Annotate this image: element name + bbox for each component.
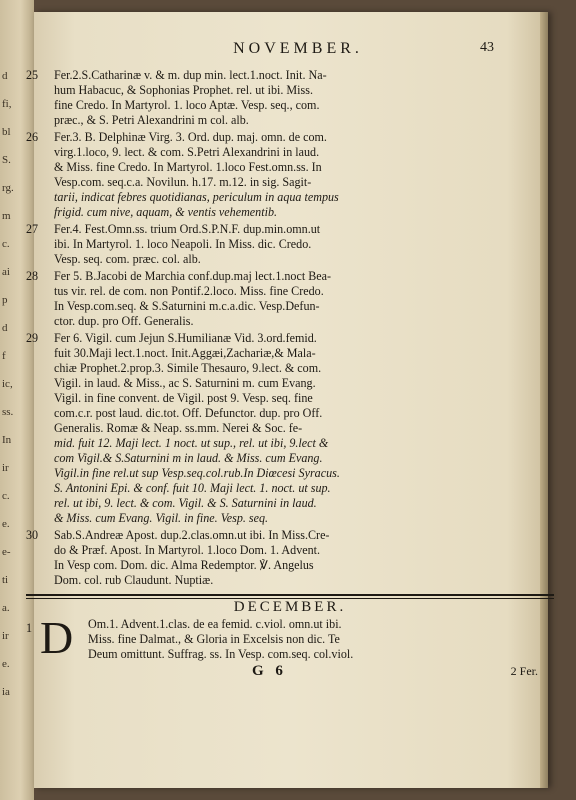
day-number: 30 <box>26 528 39 542</box>
calendar-entry <box>26 612 554 663</box>
entry-line: Sab.S.Andreæ Apost. dup.2.clas.omn.ut ibi. In Miss.Cre- <box>54 528 330 542</box>
entry-line: virg.1.loco, 9. lect. & com. S.Petri Alexandrini in laud. <box>54 145 320 159</box>
calendar-text <box>26 68 554 682</box>
november-entries <box>26 68 554 588</box>
entry-line: Vesp.com. seq.c.a. Novilun. h.17. m.12. in sig. Sagit- <box>54 175 312 189</box>
entry-line: ctor. dup. pro Off. Generalis. <box>54 314 194 328</box>
facing-page-fragment: f <box>2 350 6 362</box>
entry-line: Fer 6. Vigil. cum Jejun S.Humilianæ Vid. 3.ord.femid. <box>54 331 317 345</box>
calendar-entry <box>26 68 554 128</box>
facing-page-fragment: e. <box>2 658 10 670</box>
entry-line: com.c.r. post laud. dic.tot. Off. Defunctor. dup. pro Off. <box>54 406 323 420</box>
entry-line: com Vigil.& S.Saturnini m in laud. & Miss. cum Evang. <box>54 451 323 465</box>
facing-page-fragment: p <box>2 294 8 306</box>
entry-line: hum Habacuc, & Sophonias Prophet. rel. ut ibi. Miss. <box>54 83 313 97</box>
running-header <box>60 40 536 58</box>
facing-page-fragment: rg. <box>2 182 14 194</box>
entry-line: Om.1. Advent.1.clas. de ea femid. c.viol. omn.ut ibi. <box>88 617 342 631</box>
catchword: 2 Fer. <box>510 664 538 678</box>
entry-line: Dom. col. rub Claudunt. Nuptiæ. <box>54 573 214 587</box>
entry-line: Vesp. seq. com. præc. col. alb. <box>54 252 201 266</box>
facing-page-fragment: ss. <box>2 406 14 418</box>
entry-line: Vigil. in laud. & Miss., ac S. Saturnini m. cum Evang. <box>54 376 316 390</box>
day-number: 25 <box>26 68 39 82</box>
facing-page-fragment: ia <box>2 686 10 698</box>
facing-page-fragment: a. <box>2 602 10 614</box>
entry-line: S. Antonini Epi. & conf. fuit 10. Maji lect. 1. noct. ut sup. <box>54 481 331 495</box>
entry-line: & Miss. fine Credo. In Martyrol. 1.loco Fest.omn.ss. In <box>54 160 322 174</box>
facing-page-fragment: e. <box>2 518 10 530</box>
drop-capital: D <box>40 612 74 663</box>
month-heading: NOVEMBER. <box>233 40 363 57</box>
facing-page-fragment: In <box>2 434 12 446</box>
december-heading: DECEMBER. <box>233 599 347 615</box>
day-number: 27 <box>26 222 39 236</box>
entry-line: In Vesp com. Dom. dic. Alma Redemptor. ℣. Angelus <box>54 558 314 572</box>
calendar-entry <box>26 130 554 220</box>
entry-line: Fer.2.S.Catharinæ v. & m. dup min. lect.1.noct. Init. Na- <box>54 68 327 82</box>
section-rule <box>26 594 554 596</box>
entry-line: Fer.4. Fest.Omn.ss. trium Ord.S.P.N.F. dup.min.omn.ut <box>54 222 321 236</box>
day-number: 26 <box>26 130 39 144</box>
entry-line: do & Præf. Apost. In Martyrol. 1.loco Dom. 1. Advent. <box>54 543 321 557</box>
entry-line: tus vir. rel. de com. non Pontif.2.loco. Miss. fine Credo. <box>54 284 324 298</box>
entry-line: Vigil.in fine rel.ut sup Vesp.seq.col.rub.In Diœcesi Syracus. <box>54 466 340 480</box>
facing-page-fragment: ti <box>2 574 9 586</box>
entry-line: & Miss. cum Evang. Vigil. in fine. Vesp. seq. <box>54 511 269 525</box>
facing-page-fragment: ir <box>2 630 9 642</box>
calendar-entry <box>26 269 554 329</box>
calendar-entry <box>26 222 554 267</box>
facing-page-fragment: d <box>2 70 8 82</box>
facing-page-fragment: ir <box>2 462 9 474</box>
entry-line: tarii, indicat febres quotidianas, periculum in aqua tempus <box>54 190 339 204</box>
entry-line: Deum omittunt. Suffrag. ss. In Vesp. com.seq. col.viol. <box>88 647 354 661</box>
entry-line: rel. ut ibi, 9. lect. & com. Vigil. & S. Saturnini in laud. <box>54 496 317 510</box>
entry-line: fine Credo. In Martyrol. 1. loco Aptæ. Vesp. seq., com. <box>54 98 320 112</box>
entry-line: chiæ Prophet.2.prop.3. Simile Thesauro, 9.lect. & com. <box>54 361 322 375</box>
entry-line: Fer.3. B. Delphinæ Virg. 3. Ord. dup. maj. omn. de com. <box>54 130 327 144</box>
facing-page-fragment: d <box>2 322 8 334</box>
facing-page-fragment: e- <box>2 546 11 558</box>
entry-line: præc., & S. Petri Alexandrini m col. alb. <box>54 113 249 127</box>
day-number: 29 <box>26 331 39 345</box>
day-number: 1 <box>26 621 33 635</box>
entry-line: fuit 30.Maji lect.1.noct. Init.Aggæi,Zachariæ,& Mala- <box>54 346 316 360</box>
facing-page-fragment: S. <box>2 154 11 166</box>
entry-line: Generalis. Romæ & Neap. ss.mm. Nerei & Soc. fe- <box>54 421 303 435</box>
facing-page-fragment: fi, <box>2 98 12 110</box>
entry-line: Fer 5. B.Jacobi de Marchia conf.dup.maj lect.1.noct Bea- <box>54 269 332 283</box>
facing-page-fragment: c. <box>2 238 10 250</box>
facing-page-fragment: ic, <box>2 378 13 390</box>
entry-line: Miss. fine Dalmat., & Gloria in Excelsis non dic. Te <box>88 632 340 646</box>
facing-page-fragment: ai <box>2 266 10 278</box>
entry-line: In Vesp.com.seq. & S.Saturnini m.c.a.dic. Vesp.Defun- <box>54 299 320 313</box>
entry-line: frigid. cum nive, aquam, & ventis vehementib. <box>54 205 278 219</box>
calendar-entry <box>26 331 554 526</box>
page-footer <box>26 664 554 682</box>
page-number: 43 <box>480 40 494 55</box>
day-number: 28 <box>26 269 39 283</box>
calendar-entry <box>26 528 554 588</box>
entry-line: mid. fuit 12. Maji lect. 1 noct. ut sup., rel. ut ibi, 9.lect & <box>54 436 329 450</box>
signature-mark: G 6 <box>252 663 287 679</box>
facing-page-fragment: bl <box>2 126 11 138</box>
facing-page-fragment: c. <box>2 490 10 502</box>
entry-line: ibi. In Martyrol. 1. loco Neapoli. In Miss. dic. Credo. <box>54 237 312 251</box>
entry-line: Vigil. in fine convent. de Vigil. post 9. Vesp. seq. fine <box>54 391 313 405</box>
facing-page-fragment: m <box>2 210 11 222</box>
